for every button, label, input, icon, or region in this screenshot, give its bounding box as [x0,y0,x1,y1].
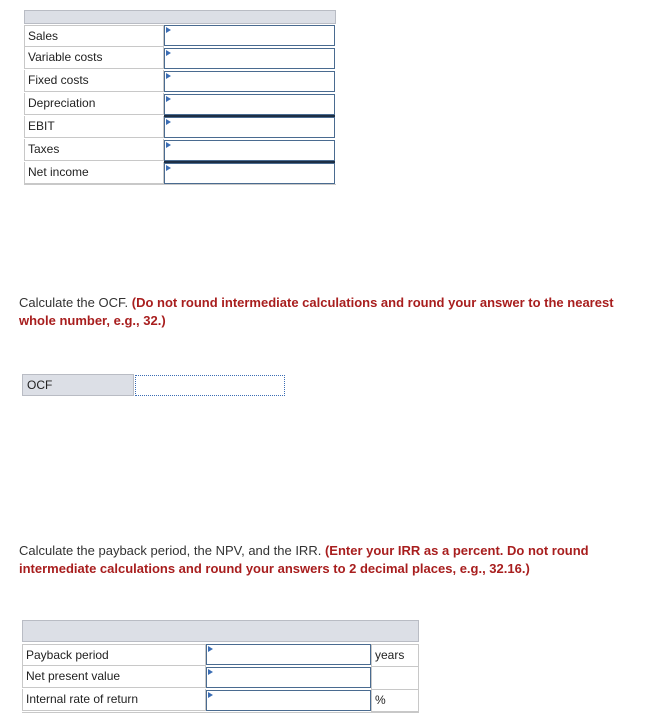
row-label-net-present-value: Net present value [22,666,206,688]
ocf-label: OCF [22,374,134,396]
ebit-input[interactable] [164,117,335,138]
table-bottom-border [24,184,336,185]
row-label-sales: Sales [24,25,164,47]
npv-input[interactable] [206,667,371,688]
npv-table-header [22,620,419,642]
row-label-variable-costs: Variable costs [24,47,164,69]
npv-instruction-text: Calculate the payback period, the NPV, and the IRR. [19,543,322,558]
row-label-taxes: Taxes [24,139,164,161]
ocf-hint-text: (Do not round intermediate calculations and round your answer to the nearest whole number, e.g., 32.) [19,295,614,328]
payback-period-input[interactable] [206,644,371,665]
irr-unit: % [371,689,419,712]
variable-costs-input[interactable] [164,48,335,69]
row-label-payback-period: Payback period [22,644,206,666]
ocf-instruction-text: Calculate the OCF. [19,295,129,310]
ocf-instruction [19,294,647,330]
npv-hint-text: (Enter your IRR as a percent. Do not round intermediate calculations and round your answers to 2 decimal places, e.g., 32.16.) [19,543,589,576]
npv-table-bottom-border [22,712,419,713]
taxes-input[interactable] [164,140,335,161]
fixed-costs-input[interactable] [164,71,335,92]
row-label-irr: Internal rate of return [22,689,206,711]
row-label-fixed-costs: Fixed costs [24,70,164,92]
income-table-header [24,10,336,24]
row-label-net-income: Net income [24,162,164,184]
ocf-input[interactable] [135,375,285,396]
net-income-input[interactable] [164,163,335,184]
npv-unit [371,667,419,690]
npv-instruction [19,542,647,578]
row-label-depreciation: Depreciation [24,93,164,115]
row-label-ebit: EBIT [24,116,164,138]
sales-input[interactable] [164,25,335,46]
depreciation-input[interactable] [164,94,335,115]
payback-unit: years [371,644,419,667]
irr-input[interactable] [206,690,371,711]
